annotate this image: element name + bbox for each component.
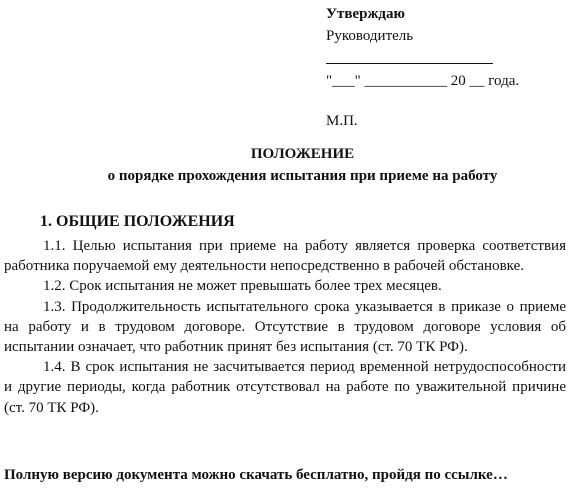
- approval-block: [326, 3, 519, 132]
- document-subtitle: о порядке прохождения испытания при приеме на работу: [107, 168, 498, 184]
- document-title: ПОЛОЖЕНИЕ: [250, 146, 355, 162]
- document-title-block: [0, 143, 570, 187]
- paragraph-1-4: 1.4. В срок испытания не засчитывается период временной нетрудоспособности и другие периоды, когда работник отсутствовал на работе по уважительной причине (ст. 70 ТК РФ).: [4, 359, 566, 416]
- paragraph-1-2: 1.2. Срок испытания не может превышать более трех месяцев.: [43, 278, 442, 295]
- section-heading: 1. ОБЩИЕ ПОЛОЖЕНИЯ: [40, 213, 235, 230]
- approval-role: Руководитель: [326, 28, 414, 44]
- signature-line: [326, 47, 493, 64]
- stamp-label: М.П.: [326, 113, 358, 129]
- paragraph-1-1: 1.1. Целью испытания при приеме на работу является проверка соответствия работника поручаемой ему деятельности непосредственно в рабочей обстановке.: [4, 238, 566, 275]
- approval-title: Утверждаю: [326, 6, 405, 22]
- paragraph-1-3: 1.3. Продолжительность испытательного срока указывается в приказе о приеме на работу и в трудовом договоре. Отсутствие в трудовом договоре условия об испытании означает, что работник принят без испытания (ст. 70 ТК РФ).: [4, 298, 566, 356]
- approval-date-line: "___" ___________ 20 __ года.: [326, 73, 520, 89]
- section-body: [4, 236, 566, 418]
- download-link[interactable]: Полную версию документа можно скачать бесплатно, пройдя по ссылке…: [4, 467, 508, 483]
